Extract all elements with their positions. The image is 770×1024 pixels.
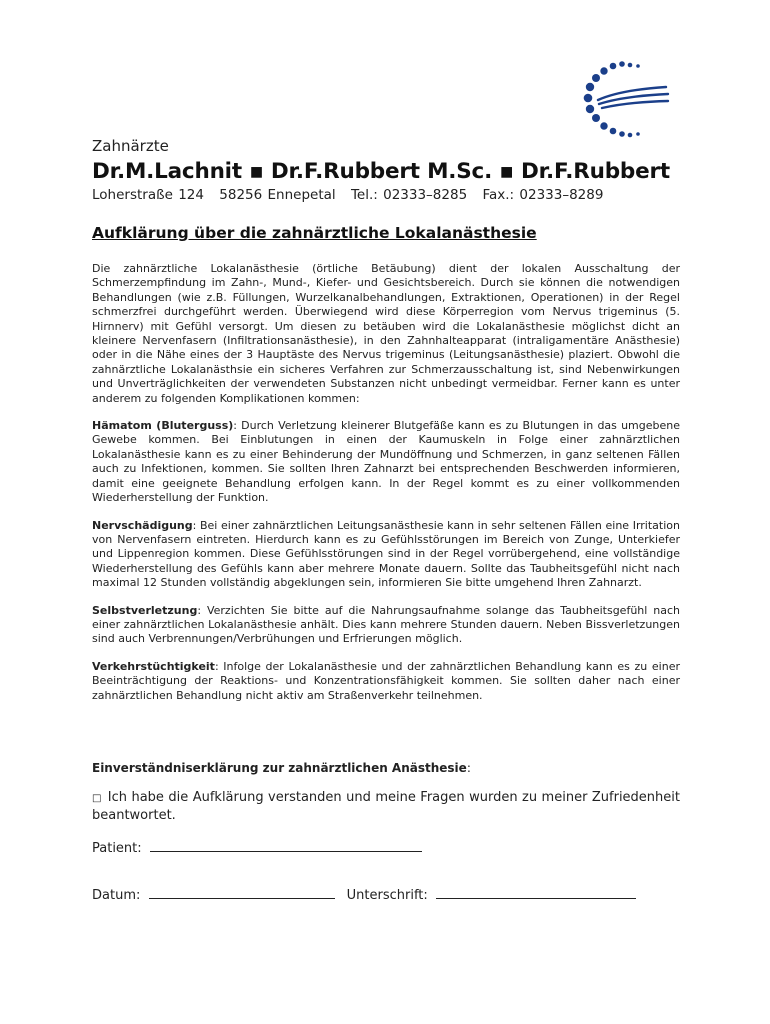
date-label: Datum: (92, 888, 141, 903)
consent-statement (92, 790, 680, 824)
address-street: Loherstraße 124 (92, 187, 204, 203)
section-paragraph-nerve-damage (92, 519, 680, 591)
dental-practice-logo (572, 56, 682, 144)
consent-heading-suffix: : (466, 761, 471, 775)
signature-field[interactable] (436, 885, 636, 899)
consent-heading (92, 760, 680, 776)
section-text: : Durch Verletzung kleinerer Blutgefäße kann es zu Blutungen in das umgebene Gewebe kommen. Bei Einblutungen in einen der Kaumuskeln in Folge einer zahnärztlichen Lokalanästhesie kann es zu einer Behinderung der Mundöffnung und Schmerzen, in ganz seltenen Fällen auch zu Infektionen, kommen. Sie sollten Ihren Zahnarzt bei entsprechenden Beschwerden informieren, damit eine geeignete Behandlung erfolgen kann. In der Regel kommt es zu einer vollkommenden Wiederherstellung der Funktion. (92, 419, 680, 505)
section-paragraph-driving (92, 660, 680, 703)
patient-label: Patient: (92, 841, 142, 856)
section-text: : Verzichten Sie bitte auf die Nahrungsaufnahme solange das Taubheitsgefühl nach einer zahnärztlichen Lokalanästhesie anhält. Dies kann mehrere Stunden dauern. Neben Bissverletzungen sind auch Verbrennungen/Verbrühungen und Erfrierungen möglich. (92, 603, 680, 646)
patient-row (92, 838, 422, 856)
intro-paragraph: Die zahnärztliche Lokalanästhesie (örtliche Betäubung) dient der lokalen Ausschaltung der Schmerzempfindung im Zahn-, Mund-, Kiefer- und Gesichtsbereich. Durch sie können die notwendigen Behandlungen (wie z.B. Füllungen, Wurzelkanalbehandlungen, Extraktionen, Operationen) in der Regel schmerzfrei durchgeführt werden. Überwiegend wird diese Körperregion vom Nervus trigeminus (5. Hirnnerv) mit Gefühl versorgt. Um diesen zu betäuben wird die Lokalanästhesie möglichst dicht an kleinere Nervenfasern (Infiltrationsanästhesie), in den Zahnhalteapparat (intraligamentäre Anästhesie) oder in die Nähe eines der 3 Hauptäste des Nervus trigeminus (Leitungsanästhesie) plaziert. Obwohl die zahnärztliche Lokalanästhsie ein sicheres Verfahren zur Schmerzausschaltung ist, sind Nebenwirkungen und Unverträglichkeiten der verwendeten Substanzen nicht unbedingt vermeidbar. Ferner kann es unter anderem zu folgenden Komplikationen kommen: (92, 262, 680, 405)
section-paragraph-self-injury (92, 604, 680, 647)
address-fax: Fax.: 02333–8289 (482, 187, 604, 203)
header-subtitle: Zahnärzte (92, 137, 169, 155)
patient-name-field[interactable] (150, 838, 422, 852)
section-heading: Nervschädigung (92, 518, 193, 532)
section-heading: Hämatom (Bluterguss) (92, 419, 234, 433)
address-phone: Tel.: 02333–8285 (350, 187, 468, 203)
date-field[interactable] (149, 885, 335, 899)
date-signature-row (92, 885, 636, 903)
section-paragraph-hematoma (92, 419, 680, 505)
document-body (92, 262, 680, 716)
address-city: 58256 Ennepetal (219, 187, 336, 203)
practice-names: Dr.M.Lachnit ▪ Dr.F.Rubbert M.Sc. ▪ Dr.F.Rubbert (92, 159, 670, 184)
practice-address (92, 187, 603, 203)
section-text: : Infolge der Lokalanästhesie und der zahnärztlichen Behandlung kann es zu einer Beeinträchtigung der Reaktions- und Konzentrationsfähigkeit kommen. Sie sollten daher nach einer zahnärztlichen Behandlung nicht aktiv am Straßenverkehr teilnehmen. (92, 659, 680, 702)
section-heading: Selbstverletzung (92, 603, 198, 617)
consent-section (92, 760, 680, 824)
consent-statement-text: Ich habe die Aufklärung verstanden und meine Fragen wurden zu meiner Zufriedenheit beantwortet. (92, 790, 680, 823)
section-heading: Verkehrstüchtigkeit (92, 659, 215, 673)
signature-label: Unterschrift: (346, 888, 428, 903)
consent-checkbox[interactable]: □ (92, 793, 102, 804)
document-title: Aufklärung über die zahnärztliche Lokalanästhesie (92, 224, 537, 242)
section-text: : Bei einer zahnärztlichen Leitungsanästhesie kann in sehr seltenen Fällen eine Irritation von Nervenfasern eintreten. Hierdurch kann es zu Gefühlsstörungen im Bereich von Zunge, Unterkiefer und Lippenregion kommen. Diese Gefühlsstörungen sind in der Regel vorrübergehend, eine vollständige Wiederherstellung des Gefühls kann aber mehrere Monate dauern. Sollte das Taubheitsgefühl nicht nach maximal 12 Stunden vollständig abgeklungen sein, informieren Sie bitte umgehend Ihren Zahnarzt. (92, 518, 680, 590)
consent-heading-text: Einverständniserklärung zur zahnärztlichen Anästhesie (92, 761, 467, 775)
